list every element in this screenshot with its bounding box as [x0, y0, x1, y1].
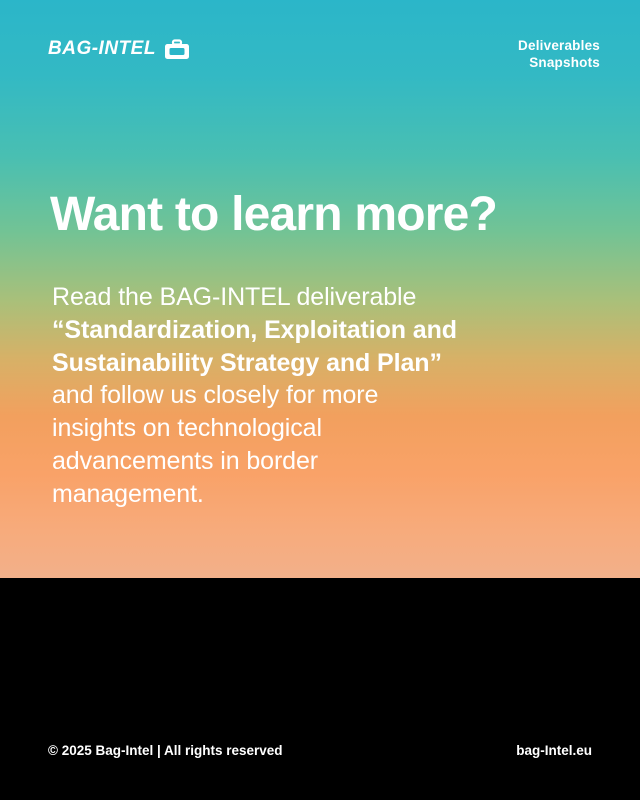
top-bar [0, 0, 640, 72]
body-line-5: management. [52, 479, 204, 508]
copyright-text: © 2025 Bag-Intel | All rights reserved [48, 743, 283, 758]
corner-label-line2: Snapshots [529, 54, 600, 70]
deliverable-title-line-2: Sustainability Strategy and Plan” [52, 348, 442, 377]
corner-label [518, 38, 600, 72]
body-copy [52, 281, 612, 510]
body-line-2: and follow us closely for more [52, 381, 379, 410]
corner-label-line1: Deliverables [518, 38, 600, 53]
page-title: Want to learn more? [50, 188, 498, 241]
footer-bar [0, 578, 640, 800]
body-line-4: advancements in border [52, 446, 319, 475]
brand-logo-text: BAG-INTEL [48, 38, 156, 59]
brand-logo[interactable] [48, 38, 190, 60]
briefcase-icon [164, 39, 190, 60]
deliverable-title-line-1: “Standardization, Exploitation and [52, 315, 457, 344]
body-line-1: Read the BAG-INTEL deliverable [52, 283, 417, 311]
footer-row [0, 743, 640, 758]
website-link[interactable]: bag-Intel.eu [516, 743, 592, 758]
body-line-3: insights on technological [52, 414, 322, 442]
